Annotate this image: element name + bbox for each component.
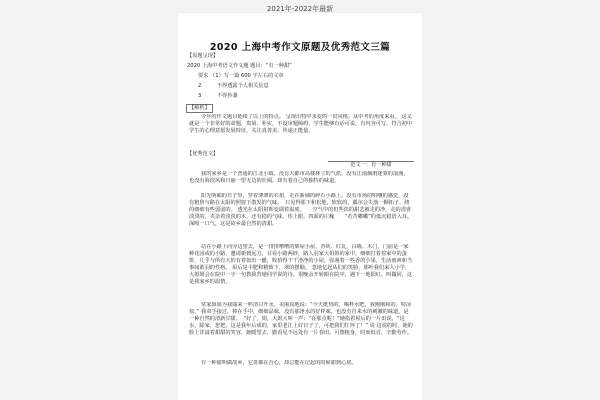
sample-paragraph-2: 阳光明媚的日子里，穿着薄薄的衣裙，走在新铺的碎石小路上。没有市场的哄嚷的感觉，没有粗鲁与路在太阳的照射下散发的气味。 只见得那下和松地，软软的，偶尔会失落一颗拓子，绕的细细有些弱弱的。 透光在太阳射晖变调着温度。 空气中的但些淡的甜艺被走的净，走的清香淡淡的，夹杂着淡淡的木，还有稳的气味。你上眼，四面的庄稼 “若苦嘟嘟”的低沉稳语入耳。深吸一口气，这是故乡最自然的清甜。 [189, 193, 413, 227]
sample-paragraph-4: 常家姐姐为我端来一杯清白开水，美丽真地说：“今天挺热的，喝杯水吧，我刚刚和的，特凉快。” 我双手接过，捧在手中，细细品味，没有那净水的好样味，也没有自来水的刺激的味道，是一种自然的清新甘甜。 “好了，姐，大姐大叫一声：“在那点呢！”她指着屋后的一片田说，“这水，除家，您把，这是我年后成的，家里老江上好日子了，可把我们忙坏了！” 说 这说的时，她的脸上洋溢着甜甜的笑容，她暖望去，勤看见不远处有一片春田，可图粗身，时而低首，辛勤劳作。 [189, 302, 413, 336]
original-line-2: 要求 （1）写一篇 600 字左右的文章 [198, 73, 284, 79]
sample-heading: 范文一：有一种甜 [350, 162, 392, 168]
sample-paragraph-1: 我的家乡是一个普通的江北小镇。没有大都市高楼林立的气派，没有江南烟雨迷蒙的浪漫，也没有海滨风和日丽一望无边的壮阔。却有着自己的独特的味道。 [189, 171, 409, 184]
analysis-text: 今年的作文题目延续了以上的特点。 呈现出特中求变的一贯风格。从中考的角度来看。 这又就是一个非常好的命题，贵简、朴实，不设审题障碍，学生能够有话可说。有内容可写。符合初中学生的心理意愿发展特征。关注真善美、传递正能量。 [189, 114, 413, 134]
year-header: 2021年-2022年最新 [266, 5, 334, 13]
document-page [178, 13, 422, 400]
sample-paragraph-3: 站在小路上向旁边望去，是一排排嘈嘈的柴屋小屋，青砖、红瓦，白墙。木门，门前是一家种花园或的小路，邀请新到远方，目看小路两砂，路人羽家大姐姐的家中，细细打着着家中的蛋饼，几乎与所有大的有着如出一辙，收拾得干干净净的小屋，弥漫着一些香的小果，生活雨爽和当事间敢羽的性格。 屋后是丰肥和精致下，翠的摆顺。 忽地忆起从们的笑脸，那叶我们来人小学，大姐姐会在院中一字一句教我背她同学说的诗。很晚余开转眼在院中，遇下一地阳红。叫做回，这是我家乡的温情。 [189, 244, 413, 285]
original-line-3: 2 不得透露个人相关信息 [198, 83, 269, 89]
original-heading: 【原题呈现】 [187, 53, 219, 59]
document-title: 2020 上海中考作文原题及优秀范文三篇 [209, 42, 391, 53]
analysis-heading: 【解析】 [186, 104, 213, 113]
original-line-4: 3 不得抄袭 [198, 93, 238, 99]
sample-paragraph-5: 有一种甜叫做故乡，它贯都在吾心，却总能在记起的时候甜到心底。 [201, 360, 357, 366]
samples-heading: 【优秀范文】 [187, 151, 219, 157]
original-line-1: 2020 上海中考语文作文题 题目：“有一种甜” [187, 63, 292, 69]
